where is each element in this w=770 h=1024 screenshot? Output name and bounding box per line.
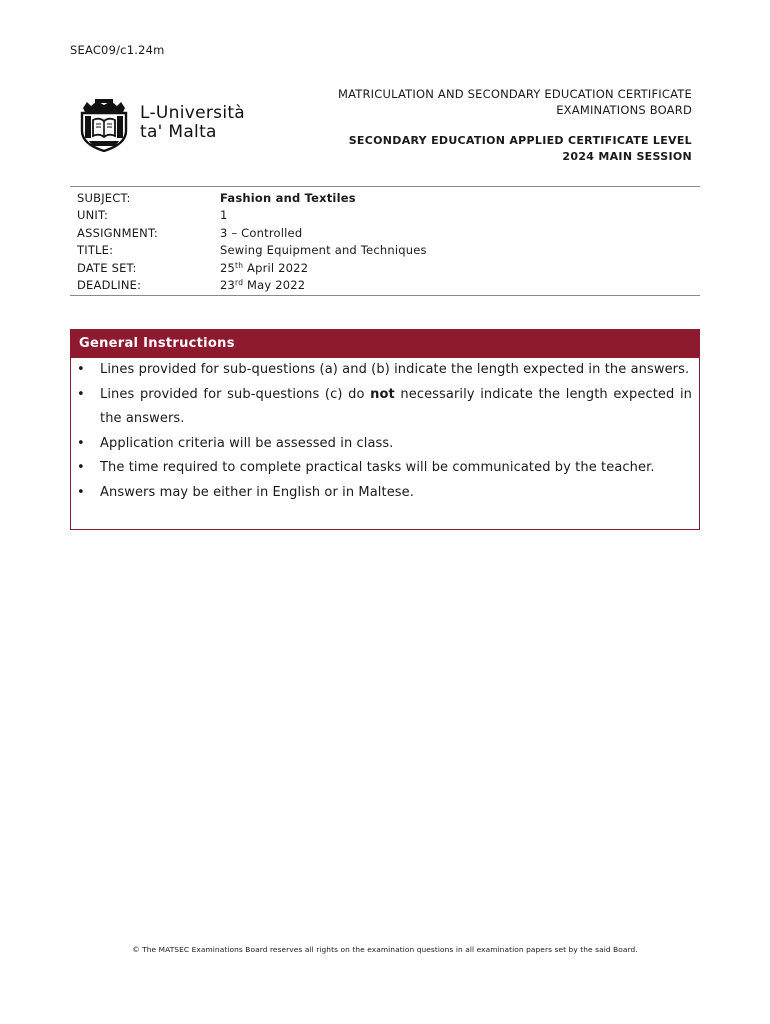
instruction-item <box>71 383 699 432</box>
instruction-text: Lines provided for sub-questions (a) and (b) indicate the length expected in the answers. <box>100 362 690 377</box>
deadline-value <box>220 277 305 294</box>
subject-label: SUBJECT: <box>77 191 131 205</box>
university-name <box>140 104 245 142</box>
instruction-item <box>71 358 699 383</box>
document-code: SEAC09/c1.24m <box>70 43 165 57</box>
instruction-text: Application criteria will be assessed in class. <box>100 435 394 451</box>
instructions-list <box>71 358 699 505</box>
session-line2: 2024 MAIN SESSION <box>562 150 692 163</box>
date-set-day: 25 <box>220 260 236 275</box>
date-set-label: DATE SET: <box>77 260 137 275</box>
university-name-line2: ta' Malta <box>140 122 217 142</box>
instruction-item <box>71 456 699 481</box>
university-crest-icon <box>77 98 131 152</box>
bullet-icon: • <box>77 386 85 402</box>
examinations-board <box>338 86 692 118</box>
bullet-icon: • <box>77 435 85 451</box>
assignment-value: 3 – Controlled <box>220 225 303 240</box>
assignment-label: ASSIGNMENT: <box>77 225 158 240</box>
subject-value: Fashion and Textiles <box>220 191 356 205</box>
instruction-item <box>71 432 699 457</box>
date-set-rest: April 2022 <box>243 260 309 275</box>
date-set-suffix: th <box>235 260 244 270</box>
deadline-day: 23 <box>220 277 236 292</box>
general-instructions-heading: General Instructions <box>71 330 699 358</box>
bullet-icon: • <box>77 362 85 377</box>
deadline-label: DEADLINE: <box>77 277 142 292</box>
instruction-text-after: necessarily indicate the length expected in the answers. <box>100 386 692 426</box>
deadline-rest: May 2022 <box>243 277 306 292</box>
bullet-icon: • <box>77 460 85 475</box>
bullet-icon: • <box>77 484 85 500</box>
instruction-text: The time required to complete practical tasks will be communicated by the teacher. <box>100 460 655 475</box>
copyright-footer: © The MATSEC Examinations Board reserves all rights on the examination questions in all examination papers set by the said Board. <box>132 945 638 954</box>
instruction-item <box>71 481 699 506</box>
title-label: TITLE: <box>77 243 114 258</box>
deadline-suffix: rd <box>235 277 244 287</box>
title-value: Sewing Equipment and Techniques <box>220 243 427 258</box>
general-instructions-box <box>70 329 700 530</box>
details-top-rule <box>70 186 700 187</box>
details-bottom-rule <box>70 295 700 296</box>
session-line1: SECONDARY EDUCATION APPLIED CERTIFICATE LEVEL <box>348 134 692 147</box>
session-heading <box>349 133 692 165</box>
unit-value: 1 <box>220 208 228 223</box>
instruction-text: Answers may be either in English or in Maltese. <box>100 484 415 500</box>
instruction-text-before: Lines provided for sub-questions (c) do <box>100 386 371 402</box>
board-line2: EXAMINATIONS BOARD <box>556 103 692 117</box>
instruction-text-emphasis: not <box>370 386 395 402</box>
unit-label: UNIT: <box>77 208 109 223</box>
date-set-value <box>220 260 308 277</box>
university-logo <box>77 98 257 152</box>
board-line1: MATRICULATION AND SECONDARY EDUCATION CERTIFICATE <box>337 87 692 101</box>
university-name-line1: L-Università <box>140 103 246 123</box>
